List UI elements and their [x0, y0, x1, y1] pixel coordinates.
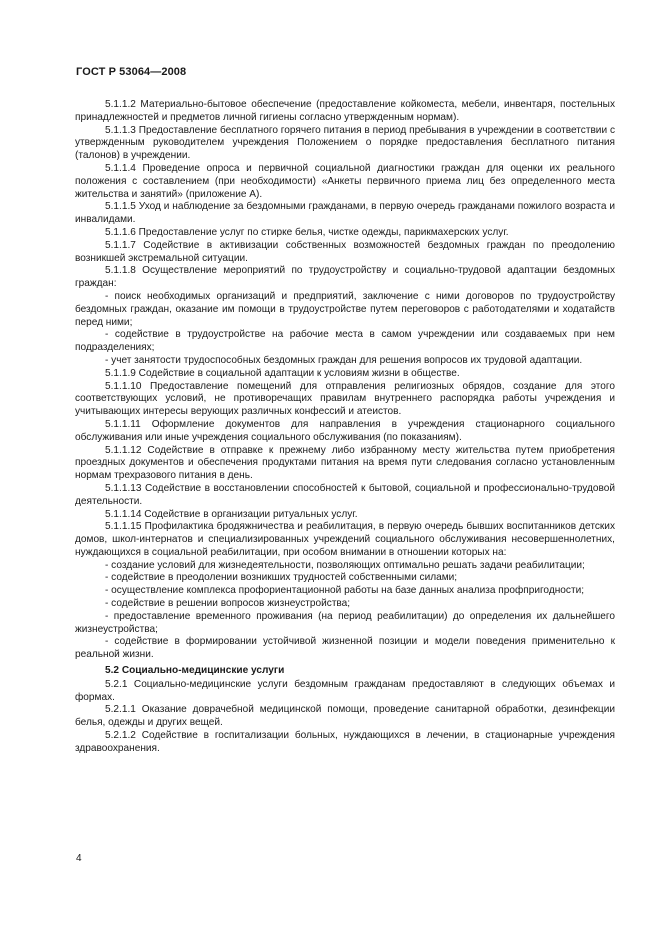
- paragraph: 5.1.1.12 Содействие в отправке к прежнему либо избранному месту жительства путем приобретения проездных документов и обеспечения продуктами питания на время пути следования согласно установленным нормам трехразового питания в день.: [75, 444, 615, 482]
- paragraph: 5.1.1.15 Профилактика бродяжничества и реабилитация, в первую очередь бывших воспитанников детских домов, школ-интернатов и специализированных учреждений социального обслуживания несовершеннолетних, нуждающихся в социальной реабилитации, при особом внимании в отношении которых на:: [75, 521, 615, 558]
- list-item: - создание условий для жизнедеятельности, позволяющих оптимально решать задачи реабилитации;: [105, 559, 585, 571]
- page-number: 4: [76, 853, 82, 864]
- paragraph: 5.1.1.14 Содействие в организации ритуальных услуг.: [105, 508, 358, 520]
- paragraph: 5.1.1.5 Уход и наблюдение за бездомными гражданами, в первую очередь гражданами пожилого возраста и инвалидами.: [75, 201, 615, 226]
- paragraph: 5.1.1.10 Предоставление помещений для отправления религиозных обрядов, создание для этого соответствующих условий, не противоречащих правилам внутреннего распорядка работы учреждения и учитывающих интересы верующих различных конфессий и атеистов.: [75, 380, 615, 418]
- paragraph: 5.1.1.2 Материально-бытовое обеспечение (предоставление койкоместа, мебели, инвентаря, постельных принадлежностей и предметов личной гигиены согласно утвержденным нормам).: [75, 99, 615, 123]
- paragraph: 5.1.1.4 Проведение опроса и первичной социальной диагностики граждан для оценки их реального положения с составлением (при необходимости) «Анкеты первичного приема лиц без определенного места жительства и занятий» (приложение А).: [75, 162, 615, 200]
- paragraph: 5.2.1 Социально-медицинские услуги бездомным гражданам предоставляют в следующих объемах и формах.: [75, 678, 615, 703]
- list-item: - содействие в формировании устойчивой жизненной позиции и модели поведения применительно к реальной жизни.: [75, 636, 615, 661]
- paragraph: 5.1.1.13 Содействие в восстановлении способностей к бытовой, социальной и профессионально-трудовой деятельности.: [75, 482, 615, 507]
- section-heading: 5.2 Социально-медицинские услуги: [105, 665, 285, 677]
- document-body: [75, 99, 615, 756]
- paragraph: 5.1.1.11 Оформление документов для направления в учреждения стационарного социального обслуживания или иные учреждения социального обслуживания (по показаниям).: [75, 418, 615, 443]
- list-item: - осуществление комплекса профориентационной работы на базе данных анализа профпригодности;: [105, 585, 585, 597]
- paragraph: 5.1.1.9 Содействие в социальной адаптации к условиям жизни в обществе.: [105, 367, 460, 379]
- paragraph: 5.1.1.8 Осуществление мероприятий по трудоустройству и социально-трудовой адаптации бездомных граждан:: [75, 265, 615, 290]
- document-header: ГОСТ Р 53064—2008: [76, 66, 187, 78]
- paragraph: 5.1.1.7 Содействие в активизации собственных возможностей бездомных граждан по преодолению возникшей экстремальной ситуации.: [75, 239, 615, 264]
- list-item: - содействие в преодолении возникших трудностей собственными силами;: [105, 572, 458, 584]
- list-item: - предоставление временного проживания (на период реабилитации) до определения их дальнейшего жизнеустройства;: [75, 610, 615, 635]
- list-item: - поиск необходимых организаций и предприятий, заключение с ними договоров по трудоустройству бездомных граждан, оказание им помощи в трудоустройстве путем переговоров с работодателями и ходатайств перед ними;: [75, 290, 615, 328]
- paragraph: 5.2.1.1 Оказание доврачебной медицинской помощи, проведение санитарной обработки, дезинфекции белья, одежды и других вещей.: [75, 704, 615, 729]
- paragraph: 5.1.1.6 Предоставление услуг по стирке белья, чистке одежды, парикмахерских услуг.: [105, 226, 509, 238]
- paragraph: 5.1.1.3 Предоставление бесплатного горячего питания в период пребывания в учреждении в соответствии с утвержденным руководителем учреждения Положением о порядке предоставления бесплатного питания (талонов) в учреждении.: [75, 124, 615, 162]
- paragraph: 5.2.1.2 Содействие в госпитализации больных, нуждающихся в лечении, в стационарные учреждения здравоохранения.: [75, 730, 615, 754]
- list-item: - содействие в решении вопросов жизнеустройства;: [105, 598, 351, 610]
- list-item: - содействие в трудоустройстве на рабочие места в самом учреждении или создаваемых при нем подразделениях;: [75, 329, 615, 354]
- list-item: - учет занятости трудоспособных бездомных граждан для решения вопросов их трудовой адаптации.: [105, 354, 583, 366]
